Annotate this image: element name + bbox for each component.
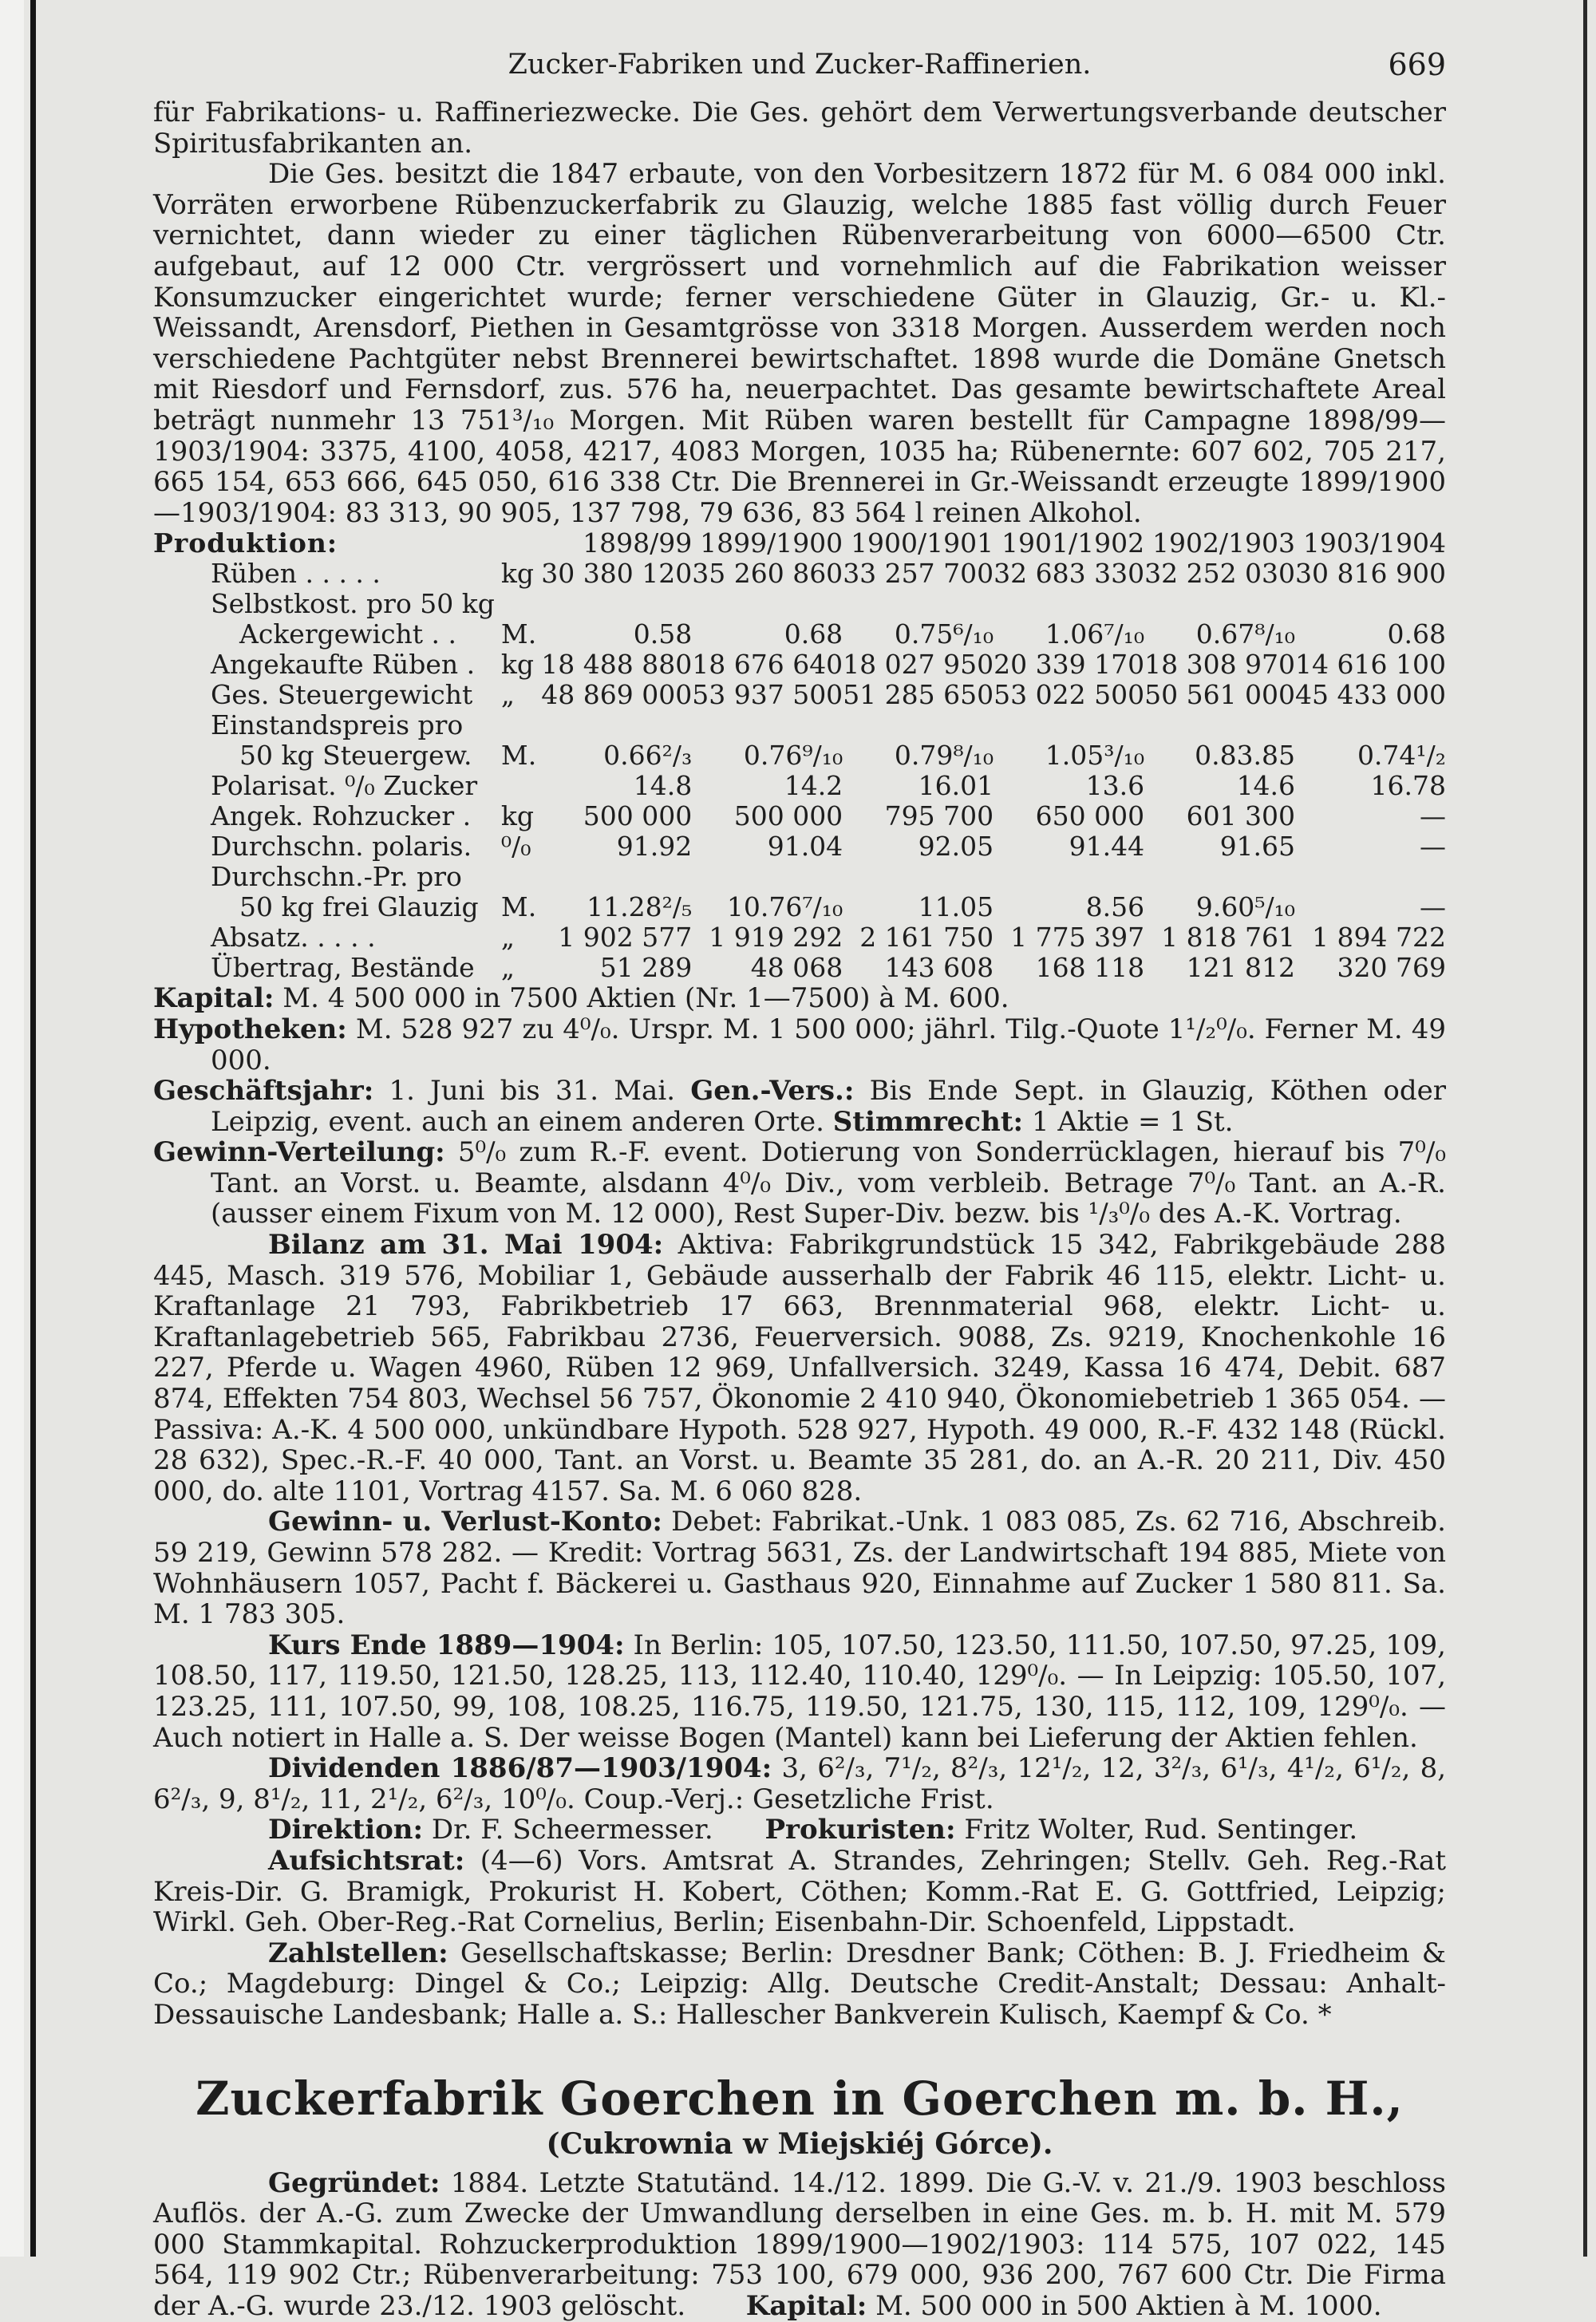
- row-value: —: [1420, 891, 1446, 923]
- row-unit: [495, 771, 541, 801]
- row-value: [994, 710, 1144, 740]
- section-text: Aktiva: Fabrikgrundstück 15 342, Fabrikgebäude 288 445, Masch. 319 576, Mobiliar 1, Gebäude ausserhalb der Fabrik 46 115, elektr. Licht- u. Kraftanlage 21 793, Fabrikbetrieb 17 663, Brennmaterial 968, elektr. Licht- u. Kraftanlagebetrieb 565, Fabrikbau 2736, Feuerversich. 9088, Zs. 9219, Knochenkohle 16 227, Pferde u. Wagen 4960, Rüben 12 969, Unfallversich. 3249, Kassa 16 474, Debit. 687 874, Effekten 754 803, Wechsel 56 757, Ökonomie 2 410 940, Ökonomiebetrieb 1 365 054. — Passiva: A.-K. 4 500 000, unkündbare Hypoth. 528 927, Hypoth. 49 000, R.-F. 432 148 (Rückl. 28 632), Spec.-R.-F. 40 000, Tant. an Vorst. u. Beamte 35 281, do. an A.-R. 20 211, Div. 450 000, do. alte 1101, Vortrag 4157. Sa. M. 6 060 828.: [153, 1229, 1446, 1507]
- row-label: Angek. Rohzucker .: [211, 800, 472, 832]
- row-unit: [495, 862, 541, 892]
- section-label: Prokuristen:: [764, 1814, 956, 1846]
- row-value: —: [1420, 831, 1446, 863]
- production-row: [153, 680, 1446, 710]
- row-value: 143 608: [884, 952, 994, 984]
- row-unit: M.: [500, 891, 537, 923]
- section-text: In Berlin: 105, 107.50, 123.50, 111.50, 107.50, 97.25, 109, 108.50, 117, 119.50, 121.50, 128.25, 113, 112.40, 110.40, 129⁰/₀. — In Leipzig: 105.50, 107, 123.25, 111, 107.50, 99, 108, 108.25, 116.75, 119.50, 121.75, 130, 115, 112, 109, 129⁰/₀. — Auch notiert in Halle a. S. Der weisse Bogen (Mantel) kann bei Lieferung der Aktien fehlen.: [153, 1629, 1446, 1754]
- section-text: (4—6) Vors. Amtsrat A. Strandes, Zehringen; Stellv. Geh. Reg.-Rat Kreis-Dir. G. Bramigk, Prokurist H. Kobert, Cöthen; Komm.-Rat E. G. Gottfried, Leipzig; Wirkl. Geh. Ober-Reg.-Rat Cornelius, Berlin; Eisenbahn-Dir. Schoenfeld, Lippstadt.: [153, 1844, 1446, 1939]
- unit-column-header: [495, 528, 541, 559]
- intro-paragraph-1: für Fabrikations- u. Raffineriezwecke. Die Ges. gehört dem Verwertungsverbande deutscher Spiritusfabrikanten an.: [153, 97, 1446, 160]
- row-value: 500 000: [583, 800, 693, 832]
- section-text: 1. Juni bis 31. Mai.: [389, 1075, 675, 1108]
- running-header-title: Zucker-Fabriken und Zucker-Raffinerien.: [508, 49, 1092, 81]
- production-row: [153, 922, 1446, 953]
- row-value: 650 000: [1035, 800, 1145, 832]
- production-header-row: [153, 528, 1446, 559]
- section-label: Dividenden 1886/87—1903/1904:: [268, 1752, 772, 1785]
- row-value: 51 289: [599, 952, 693, 984]
- row-value: 14 616 100: [1295, 649, 1446, 681]
- row-value: 53 937 500: [692, 679, 843, 711]
- row-label: Durchschn.-Pr. pro: [211, 861, 462, 893]
- row-value: 91.92: [616, 831, 693, 863]
- section-aufsichtsrat: [153, 1846, 1446, 1938]
- row-value: 16.78: [1370, 770, 1446, 802]
- row-label: 50 kg frei Glauzig: [239, 891, 479, 923]
- row-value: [994, 862, 1144, 892]
- row-value: 601 300: [1186, 800, 1296, 832]
- row-value: 9.60⁵/₁₀: [1195, 891, 1296, 923]
- row-value: 16.01: [918, 770, 994, 802]
- company-subheading: (Cukrownia w Miejskiéj Górce).: [546, 2127, 1053, 2161]
- row-value: 0.66²/₃: [603, 740, 693, 772]
- section-label: Direktion:: [268, 1814, 424, 1846]
- section-hypotheken: [153, 1014, 1446, 1076]
- row-value: 91.44: [1069, 831, 1145, 863]
- page-edge: [0, 0, 24, 2257]
- row-value: 30 816 900: [1295, 558, 1446, 590]
- row-value: [1144, 862, 1295, 892]
- row-value: 18 488 880: [541, 649, 693, 681]
- year-header: 1901/1902: [1001, 527, 1145, 559]
- row-value: 10.76⁷/₁₀: [726, 891, 843, 923]
- section-text: Dr. F. Scheermesser.: [431, 1814, 713, 1846]
- row-value: 0.79⁸/₁₀: [894, 740, 994, 772]
- page-number: 669: [1388, 47, 1446, 82]
- section-label: Gen.-Vers.:: [690, 1075, 855, 1108]
- row-label: Rüben . . . . .: [211, 558, 381, 590]
- row-value: 2 161 750: [859, 922, 994, 954]
- row-value: [843, 862, 994, 892]
- section-label: Zahlstellen:: [268, 1937, 448, 1969]
- row-value: 91.04: [767, 831, 843, 863]
- row-value: [843, 589, 994, 619]
- row-value: 1 894 722: [1312, 922, 1446, 954]
- row-label: Übertrag, Bestände: [211, 952, 475, 984]
- row-value: [692, 862, 843, 892]
- production-row: [153, 801, 1446, 831]
- section-label: Kapital:: [745, 2289, 867, 2322]
- section-kapital: [153, 983, 1446, 1014]
- production-row: [153, 619, 1446, 650]
- row-unit: kg: [500, 800, 535, 832]
- row-value: 320 769: [1337, 952, 1446, 984]
- row-value: 32 252 030: [1144, 558, 1296, 590]
- row-value: 0.68: [1387, 618, 1446, 650]
- row-unit: „: [500, 922, 516, 954]
- row-value: 51 285 650: [843, 679, 994, 711]
- production-row: [153, 892, 1446, 922]
- production-title: Produktion:: [153, 527, 338, 559]
- production-row: [153, 740, 1446, 771]
- row-value: [692, 589, 843, 619]
- production-row: [153, 953, 1446, 983]
- row-value: [541, 710, 692, 740]
- row-value: 45 433 000: [1295, 679, 1446, 711]
- row-unit: [495, 710, 541, 740]
- row-value: 1.06⁷/₁₀: [1045, 618, 1145, 650]
- section-text: M. 4 500 000 in 7500 Aktien (Nr. 1—7500) à M. 600.: [282, 982, 1009, 1015]
- row-label: Einstandspreis pro: [211, 709, 464, 741]
- row-value: [1295, 862, 1446, 892]
- section-text: Debet: Fabrikat.-Unk. 1 083 085, Zs. 62 716, Abschreib. 59 219, Gewinn 578 282. — Kredit: Vortrag 5631, Zs. der Landwirtschaft 194 885, Miete von Wohnhäusern 1057, Pacht f. Bäckerei u. Gasthaus 920, Einnahme auf Zucker 1 580 811. Sa. M. 1 783 305.: [153, 1506, 1446, 1631]
- section-gewinn-verteilung: [153, 1137, 1446, 1230]
- row-value: 30 380 120: [541, 558, 693, 590]
- row-label: Durchschn. polaris.: [211, 831, 472, 863]
- row-value: 35 260 860: [692, 558, 843, 590]
- production-row: [153, 831, 1446, 862]
- row-value: 13.6: [1085, 770, 1145, 802]
- section-text: Gesellschaftskasse; Berlin: Dresdner Bank; Cöthen: B. J. Friedheim & Co.; Magdeburg: Dingel & Co.; Leipzig: Allg. Deutsche Credit-Anstalt; Dessau: Anhalt-Dessauische Landesbank; Halle a. S.: Hallescher Bankverein Kulisch, Kaempf & Co. *: [153, 1937, 1446, 2031]
- page: [153, 49, 1446, 2321]
- row-unit: M.: [500, 740, 537, 772]
- row-value: 91.65: [1219, 831, 1296, 863]
- year-header: 1902/1903: [1152, 527, 1296, 559]
- row-value: 92.05: [918, 831, 994, 863]
- row-value: 8.56: [1085, 891, 1145, 923]
- production-row: [153, 650, 1446, 680]
- row-label: Polarisat. ⁰/₀ Zucker: [211, 770, 478, 802]
- section-label: Gegründet:: [268, 2166, 440, 2199]
- row-value: 48 068: [750, 952, 843, 984]
- row-value: [1295, 710, 1446, 740]
- year-header: 1899/1900: [700, 527, 843, 559]
- row-label: Selbstkost. pro 50 kg: [211, 588, 495, 620]
- section-gegruendet: [153, 2168, 1446, 2322]
- row-value: 0.83.85: [1195, 740, 1296, 772]
- section-text: 5⁰/₀ zum R.-F. event. Dotierung von Sonderrücklagen, hierauf bis 7⁰/₀ Tant. an Vorst. u. Beamte, alsdann 4⁰/₀ Div., vom verbleib. Betrage 7⁰/₀ Tant. an A.-R. (ausser einem Fixum von M. 12 000), Rest Super-Div. bezw. bis ¹/₃⁰/₀ des A.-K. Vortrag.: [211, 1136, 1446, 1230]
- row-value: [692, 710, 843, 740]
- section-label: Geschäftsjahr:: [153, 1075, 374, 1108]
- row-value: 1 919 292: [709, 922, 843, 954]
- row-value: [1144, 710, 1295, 740]
- section-label: Gewinn- u. Verlust-Konto:: [268, 1506, 662, 1538]
- row-value: 1 775 397: [1010, 922, 1145, 954]
- intro-paragraph-2: Die Ges. besitzt die 1847 erbaute, von den Vorbesitzern 1872 für M. 6 084 000 inkl. Vorräten erworbene Rübenzuckerfabrik zu Glauzig, welche 1885 fast völlig durch Feuer vernichtet, dann wieder zu einer täglichen Rübenverarbeitung von 6000—6500 Ctr. aufgebaut, auf 12 000 Ctr. vergrössert und vornehmlich auf die Fabrikation weisser Konsumzucker eingerichtet wurde; ferner verschiedene Güter in Glauzig, Gr.- u. Kl.-Weissandt, Arensdorf, Piethen in Gesamtgrösse von 3318 Morgen. Ausserdem werden noch verschiedene Pachtgüter nebst Brennerei bewirtschaftet. 1898 wurde die Domäne Gnetsch mit Riesdorf und Fernsdorf, zus. 576 ha, neuerpachtet. Das gesamte bewirtschaftete Areal beträgt nunmehr 13 751³/₁₀ Morgen. Mit Rüben waren bestellt für Campagne 1898/99—1903/1904: 3375, 4100, 4058, 4217, 4083 Morgen, 1035 ha; Rübenernte: 607 602, 705 217, 665 154, 653 666, 645 050, 616 338 Ctr. Die Brennerei in Gr.-Weissandt erzeugte 1899/1900—1903/1904: 83 313, 90 905, 137 798, 79 636, 83 564 l reinen Alkohol.: [153, 158, 1446, 529]
- section-geschaeftsjahr: [153, 1076, 1446, 1137]
- row-value: 500 000: [733, 800, 843, 832]
- section-label: Aufsichtsrat:: [268, 1844, 465, 1877]
- row-value: 11.05: [918, 891, 994, 923]
- row-value: [994, 589, 1144, 619]
- row-label: Angekaufte Rüben .: [211, 649, 476, 681]
- section-direktion: [153, 1815, 1446, 1846]
- row-value: [1144, 589, 1295, 619]
- page-border-right: [1583, 0, 1587, 2257]
- row-value: 48 869 000: [541, 679, 693, 711]
- section-label: Hypotheken:: [153, 1013, 347, 1045]
- row-value: 20 339 170: [994, 649, 1145, 681]
- production-row: [153, 589, 1446, 619]
- section-label: Kurs Ende 1889—1904:: [268, 1629, 625, 1661]
- section-kurs: [153, 1630, 1446, 1753]
- row-label: Absatz. . . . .: [211, 922, 376, 954]
- production-row: [153, 710, 1446, 740]
- binding-rule: [30, 0, 36, 2257]
- row-value: 0.75⁶/₁₀: [894, 618, 994, 650]
- row-value: 1 902 577: [558, 922, 693, 954]
- row-value: 0.76⁹/₁₀: [743, 740, 843, 772]
- section-text: 3, 6²/₃, 7¹/₂, 8²/₃, 12¹/₂, 12, 3²/₃, 6¹/₃, 4¹/₂, 6¹/₂, 8, 6²/₃, 9, 8¹/₂, 11, 2¹/₂, 6²/₃, 10⁰/₀. Coup.-Verj.: Gesetzliche Frist.: [153, 1752, 1447, 1815]
- section-label: Bilanz am 31. Mai 1904:: [268, 1229, 664, 1262]
- section-zahlstellen: [153, 1938, 1446, 2031]
- row-value: 11.28²/₅: [587, 891, 693, 923]
- row-value: 0.58: [633, 618, 693, 650]
- section-label: Kapital:: [153, 982, 275, 1015]
- row-value: 18 676 640: [692, 649, 843, 681]
- row-value: 0.68: [784, 618, 843, 650]
- row-label: Ackergewicht . .: [239, 618, 457, 650]
- section-spacer: [153, 2031, 1446, 2063]
- section-dividenden: [153, 1753, 1446, 1815]
- row-value: 14.8: [633, 770, 693, 802]
- row-value: [541, 862, 692, 892]
- row-value: —: [1420, 800, 1446, 832]
- row-label: Ges. Steuergewicht: [211, 679, 473, 711]
- production-table: [153, 528, 1446, 983]
- row-value: [541, 589, 692, 619]
- row-value: 795 700: [884, 800, 994, 832]
- row-value: 168 118: [1035, 952, 1145, 984]
- row-unit: ⁰/₀: [500, 831, 531, 863]
- row-unit: [495, 589, 541, 619]
- section-text: 1 Aktie = 1 St.: [1031, 1105, 1234, 1138]
- year-header: 1903/1904: [1302, 527, 1446, 559]
- row-unit: „: [500, 679, 516, 711]
- row-value: 1.05³/₁₀: [1045, 740, 1145, 772]
- row-value: 0.74¹/₂: [1357, 740, 1446, 772]
- running-header: [153, 49, 1446, 97]
- row-value: 1 818 761: [1161, 922, 1296, 954]
- section-label: Stimmrecht:: [832, 1105, 1024, 1138]
- row-unit: M.: [500, 618, 537, 650]
- section-label: Gewinn-Verteilung:: [153, 1136, 445, 1169]
- row-value: 50 561 000: [1144, 679, 1296, 711]
- row-unit: kg: [500, 649, 535, 681]
- row-unit: „: [500, 952, 516, 984]
- row-value: 14.6: [1236, 770, 1296, 802]
- section-text: Fritz Wolter, Rud. Sentinger.: [964, 1814, 1358, 1846]
- section-gewinn-verlust: [153, 1507, 1446, 1629]
- row-value: 0.67⁸/₁₀: [1195, 618, 1296, 650]
- row-label: 50 kg Steuergew.: [239, 740, 472, 772]
- section-text: M. 528 927 zu 4⁰/₀. Urspr. M. 1 500 000; jährl. Tilg.-Quote 1¹/₂⁰/₀. Ferner M. 49 000.: [211, 1013, 1446, 1076]
- row-value: 53 022 500: [994, 679, 1145, 711]
- year-header: 1898/99: [583, 527, 693, 559]
- row-value: 32 683 330: [994, 558, 1145, 590]
- row-value: 33 257 700: [843, 558, 994, 590]
- section-text: M. 500 000 in 500 Aktien à M. 1000.: [875, 2289, 1382, 2322]
- row-value: 14.2: [784, 770, 843, 802]
- year-header: 1900/1901: [851, 527, 994, 559]
- row-value: 121 812: [1186, 952, 1296, 984]
- production-row: [153, 559, 1446, 589]
- section-bilanz: [153, 1230, 1446, 1507]
- row-value: [843, 710, 994, 740]
- section-text: 1884. Letzte Statutänd. 14./12. 1899. Die G.-V. v. 21./9. 1903 beschloss Auflös. der A.-G. zum Zwecke der Umwandlung derselben in eine Ges. m. b. H. mit M. 579 000 Stammkapital. Rohzuckerproduktion 1899/1900—1902/1903: 114 575, 107 022, 145 564, 119 902 Ctr.; Rübenverarbeitung: 753 100, 679 000, 936 200, 767 600 Ctr. Die Firma der A.-G. wurde 23./12. 1903 gelöscht.: [153, 2166, 1446, 2322]
- company-heading: Zuckerfabrik Goerchen in Goerchen m. b. H.,: [196, 2071, 1404, 2126]
- row-value: [1295, 589, 1446, 619]
- production-row: [153, 771, 1446, 801]
- row-value: 18 027 950: [843, 649, 994, 681]
- production-row: [153, 862, 1446, 892]
- row-value: 18 308 970: [1144, 649, 1296, 681]
- row-unit: kg: [500, 558, 535, 590]
- section-text: Bis Ende Sept. in Glauzig, Köthen oder Leipzig, event. auch an einem anderen Orte.: [211, 1075, 1446, 1138]
